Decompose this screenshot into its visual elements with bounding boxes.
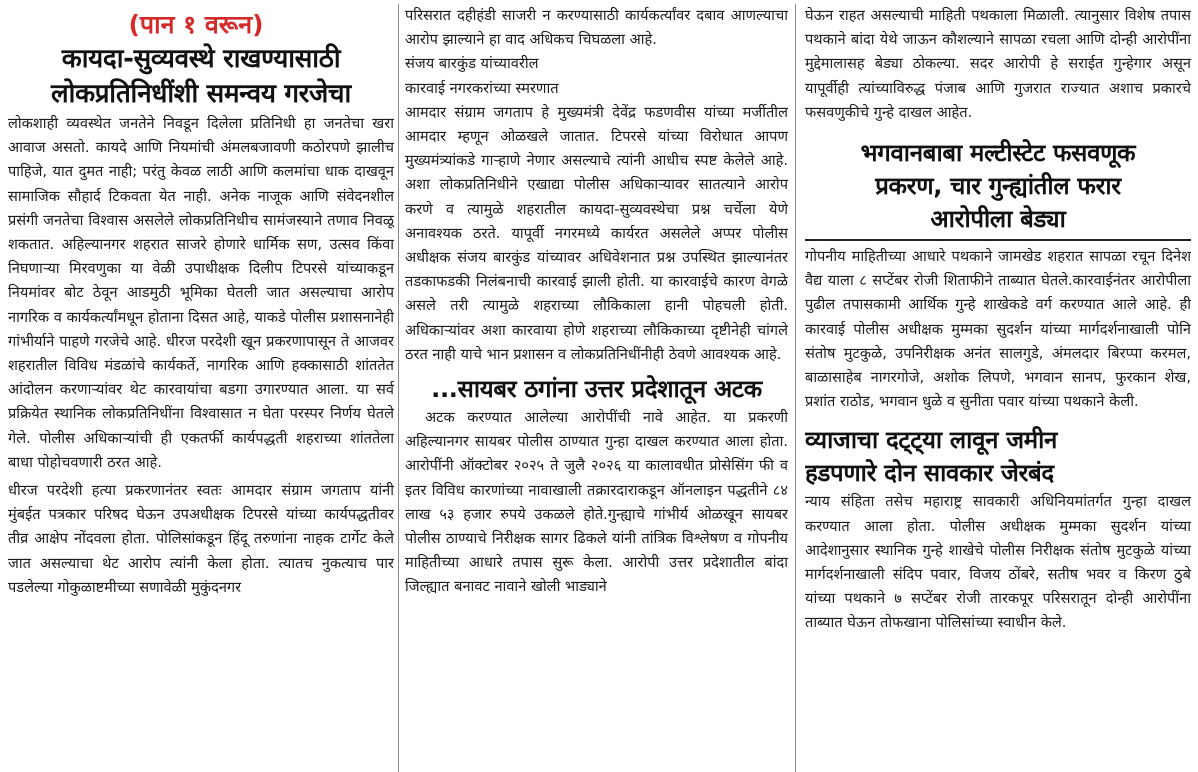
column-divider: [795, 4, 796, 772]
column-divider: [398, 4, 399, 772]
article-column-2: [405, 0, 788, 772]
article-headline-line-1: भगवानबाबा मल्टीस्टेट फसवणूक: [860, 139, 1136, 168]
article-headline-line-2: लोकप्रतिनिधींशी समन्वय गरजेचा: [51, 79, 351, 109]
article-headline-line-2: प्रकरण, चार गुन्ह्यांतील फरार: [875, 172, 1121, 201]
subheading: कारवाई नगरकरांच्या स्मरणात: [405, 79, 559, 97]
article-paragraph: घेऊन राहत असल्याची माहिती पथकाला मिळाली. त्यानुसार विशेष तपास पथकाने बांदा येथे जाऊन कौशल्याने सापळा रचला आणि दोन्ही आरोपींना मुद्देमालासह बेड्या ठोकल्या. सदर आरोपी हे सराईत गुन्हेगार असून यापूर्वीही त्यांच्याविरुद्ध पंजाब आणि गुजरात राज्यात अशाच प्रकारचे फसवणुकीचे गुन्हे दाखल आहेत.: [805, 7, 1191, 121]
subheading: संजय बारकुंड यांच्यावरील: [405, 55, 539, 73]
continued-from-label: (पान १ वरून): [128, 10, 264, 39]
article-headline-line-2: हडपणारे दोन सावकार जेरबंद: [805, 459, 1054, 488]
article-column-3: [805, 0, 1191, 772]
article-paragraph: गोपनीय माहितीच्या आधारे पथकाने जामखेड शहरात सापळा रचून दिनेश वैद्य याला ८ सप्टेंबर रोजी शिताफीने ताब्यात घेतले.कारवाईनंतर आरोपीला पुढील तपासकामी आर्थिक गुन्हे शाखेकडे वर्ग करण्यात आले आहे. ही कारवाई पोलीस अधीक्षक मुम्मका सुदर्शन यांच्या मार्गदर्शनाखाली पोनि संतोष मुटकुळे, उपनिरीक्षक अनंत सालगुडे, अंमलदार बिरप्पा करमल, बाळासाहेब नागरगोजे, अशोक लिपणे, भगवान सानप, फुरकान शेख, प्रशांत राठोड, भगवान धुळे व सुनीता पवार यांच्या पथकाने केली.: [805, 248, 1191, 411]
article-paragraph: आमदार संग्राम जगताप हे मुख्यमंत्री देवेंद्र फडणवीस यांच्या मर्जीतील आमदार म्हणून ओळखले जातात. टिपरसे यांच्या विरोधात आपण मुख्यमंत्र्यांकडे गाऱ्हाणे नेणार असल्याचे त्यांनी आधीच स्पष्ट केलेले आहे. अशा लोकप्रतिनिधीने एखाद्या पोलीस अधिकाऱ्यावर सातत्याने आरोप करणे व त्यामुळे शहरातील कायदा-सुव्यवस्थेचा प्रश्न चर्चेला येणे अनावश्यक ठरते. यापूर्वी नगरमध्ये कार्यरत असलेले अप्पर पोलीस अधीक्षक संजय बारकुंड यांच्यावर अधिवेशनात प्रश्न उपस्थित झाल्यानंतर तडकाफडकी निलंबनाची कारवाई झाली होती. या कारवाईचे कारण वेगळे असले तरी त्यामुळे शहराच्या लौकिकाला हानी पोहचली होती. अधिकाऱ्यांवर अशा कारवाया होणे शहराच्या लौकिकाच्या दृष्टीनेही चांगले ठरत नाही याचे भान प्रशासन व लोकप्रतिनिधींनीही ठेवणे आवश्यक आहे.: [405, 103, 788, 363]
article-column-1: [8, 0, 394, 772]
article-headline-line-1: कायदा-सुव्यवस्थे राखण्यासाठी: [61, 44, 341, 74]
article-headline-line-1: व्याजाचा दट्ट्या लावून जमीन: [805, 426, 1058, 455]
article-paragraph: धीरज परदेशी हत्या प्रकरणानंतर स्वतः आमदार संग्राम जगताप यांनी मुंबईत पत्रकार परिषद घेऊन उपअधीक्षक टिपरसे यांच्या कार्यपद्धतीवर तीव्र आक्षेप नोंदवला होता. पोलिसांकडून हिंदू तरुणांना नाहक टार्गेट केले जात असल्याचा थेट आरोप त्यांनी केला होता. त्यातच नुकत्याच पार पडलेल्या गोकुळाष्टमीच्या सणावेळी मुकुंदनगर: [8, 482, 394, 596]
article-paragraph: परिसरात दहीहंडी साजरी न करण्यासाठी कार्यकर्त्यांवर दबाव आणल्याचा आरोप झाल्याने हा वाद अधिकच चिघळला आहे.: [405, 7, 788, 49]
article-headline: ...सायबर ठगांना उत्तर प्रदेशातून अटक: [431, 375, 762, 404]
headline-rule: [805, 239, 1191, 241]
article-paragraph: लोकशाही व्यवस्थेत जनतेने निवडून दिलेला प्रतिनिधी हा जनतेचा खरा आवाज असतो. कायदे आणि नियमांची अंमलबजावणी कठोरपणे झालीच पाहिजे, यात दुमत नाही; परंतु केवळ लाठी आणि कलमांचा धाक दाखवून सामाजिक सौहार्द टिकवता येत नाही. अनेक नाजूक आणि संवेदनशील प्रसंगी जनतेचा विश्वास असलेले लोकप्रतिनिधीच सामंजस्याने तणाव निवळू शकतात. अहिल्यानगर शहरात साजरे होणारे धार्मिक सण, उत्सव किंवा निघणाऱ्या मिरवणुका या वेळी उपाधीक्षक दिलीप टिपरसे यांच्याकडून नियमांवर बोट ठेवून आडमुठी भूमिका घेतली जात असल्याचा आरोप नागरिक व कार्यकर्त्यांमधून होताना दिसत आहे, याकडे पोलीस प्रशासनानेही गांभीर्याने पाहणे गरजेचे आहे. धीरज परदेशी खून प्रकरणापासून ते आजवर शहरातील विविध मंडळांचे कार्यकर्ते, नागरिक आणि हक्कासाठी शांततेत आंदोलन करणाऱ्यांवर थेट कारवायांचा बडगा उगारण्यात आला. या सर्व प्रक्रियेत स्थानिक लोकप्रतिनिधींना विश्वासात न घेता परस्पर निर्णय घेतले गेले. पोलीस अधिकाऱ्यांची ही एकतर्फी कार्यपद्धती शहराच्या शांततेला बाधा पोहोचवणारी ठरत आहे.: [8, 115, 394, 471]
article-paragraph: न्याय संहिता तसेच महाराष्ट्र सावकारी अधिनियमांतर्गत गुन्हा दाखल करण्यात आला होता. पोलीस अधीक्षक मुम्मका सुदर्शन यांच्या आदेशानुसार स्थानिक गुन्हे शाखेचे पोलीस निरीक्षक संतोष मुटकुळे यांच्या मार्गदर्शनाखाली संदिप पवार, विजय ठोंबरे, सतीष भवर व किरण ठुबे यांच्या पथकाने ७ सप्टेंबर रोजी तारकपूर परिसरातून दोन्ही आरोपींना ताब्यात घेऊन तोफखाना पोलिसांच्या स्वाधीन केले.: [805, 493, 1191, 632]
article-headline-line-3: आरोपीला बेड्या: [930, 205, 1066, 234]
article-paragraph: अटक करण्यात आलेल्या आरोपींची नावे आहेत. या प्रकरणी अहिल्यानगर सायबर पोलीस ठाण्यात गुन्हा दाखल करण्यात आला होता. आरोपींनी ऑक्टोबर २०२५ ते जुलै २०२६ या कालावधीत प्रोसेसिंग फी व इतर विविध कारणांच्या नावाखाली तक्रारदाराकडून ऑनलाइन पद्धतीने ८४ लाख ५३ हजार रुपये उकळले होते.गुन्ह्याचे गांभीर्य ओळखून सायबर पोलीस ठाण्याचे निरीक्षक सागर ढिकले यांनी तांत्रिक विश्लेषण व गोपनीय माहितीच्या आधारे तपास सुरू केला. आरोपी उत्तर प्रदेशातील बांदा जिल्ह्यात बनावट नावाने खोली भाड्याने: [405, 409, 788, 596]
